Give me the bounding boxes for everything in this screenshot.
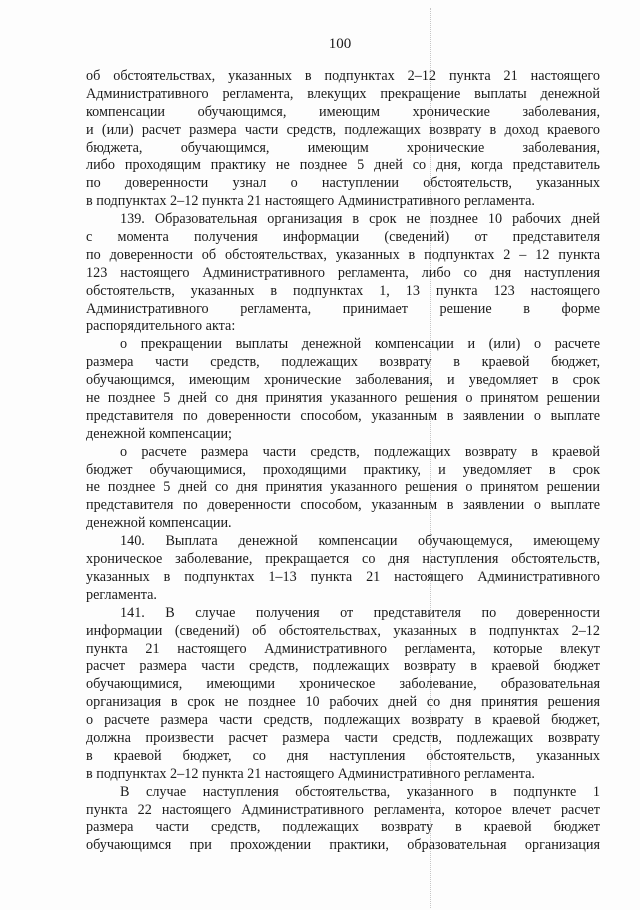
text-line: хроническое заболевание, прекращается со дня наступления обстоятельств,	[86, 551, 600, 568]
text-line: расчет размера части средств, подлежащих возврату в краевой бюджет	[86, 658, 600, 675]
page-number: 100	[328, 36, 352, 52]
text-line: не позднее 5 дней со дня принятия указанного решения о принятом решении	[86, 479, 600, 496]
text-line: бюджет обучающимися, проходящими практику, и уведомляет в срок	[86, 461, 600, 478]
text-line: 141. В случае получения от представителя по доверенности	[120, 604, 600, 621]
text-line: с момента получения информации (сведений) от представителя	[86, 229, 600, 246]
text-line: В случае наступления обстоятельства, указанного в подпункте 1	[120, 783, 600, 800]
text-line: в подпунктах 2–12 пункта 21 настоящего Административного регламента.	[86, 193, 535, 210]
text-line: должна произвести расчет размера части средств, подлежащих возврату	[86, 729, 600, 746]
text-line: компенсации обучающимся, имеющим хронические заболевания,	[86, 103, 600, 120]
text-line: бюджета, обучающимся, имеющим хронические заболевания,	[86, 139, 600, 156]
text-line: денежной компенсации;	[86, 425, 232, 442]
text-line: о прекращении выплаты денежной компенсации и (или) о расчете	[120, 336, 600, 353]
text-line: пункта 22 настоящего Административного регламента, которое влечет расчет	[86, 801, 600, 818]
text-line: обучающимся при прохождении практики, образовательная организация	[86, 837, 600, 854]
text-line: организация в срок не позднее 10 рабочих дней со дня принятия решения	[86, 694, 600, 711]
text-line: регламента.	[86, 586, 157, 603]
text-line: не позднее 5 дней со дня принятия указанного решения о принятом решении	[86, 390, 600, 407]
body-text	[86, 68, 600, 855]
text-line: и (или) расчет размера части средств, подлежащих возврату в доход краевого	[86, 121, 600, 138]
text-line: обстоятельств, указанных в подпунктах 1, 13 пункта 123 настоящего	[86, 282, 600, 299]
text-line: в подпунктах 2–12 пункта 21 настоящего Административного регламента.	[86, 765, 535, 782]
text-line: по доверенности узнал о наступлении обстоятельств, указанных	[86, 175, 600, 192]
text-line: Административного регламента, влекущих прекращение выплаты денежной	[86, 85, 600, 102]
text-line: размера части средств, подлежащих возврату в краевой бюджет	[86, 819, 600, 836]
text-line: о расчете размера части средств, подлежащих возврату в краевой	[120, 443, 600, 460]
text-line: денежной компенсации.	[86, 515, 232, 532]
text-line: по доверенности об обстоятельствах, указанных в подпунктах 2 – 12 пункта	[86, 246, 600, 263]
text-line: в краевой бюджет, со дня наступления обстоятельств, указанных	[86, 747, 600, 764]
text-line: обучающимися, имеющими хроническое заболевание, образовательная	[86, 676, 600, 693]
text-line: об обстоятельствах, указанных в подпунктах 2–12 пункта 21 настоящего	[86, 68, 600, 84]
text-line: информации (сведений) об обстоятельствах, указанных в подпунктах 2–12	[86, 622, 600, 639]
text-line: представителя по доверенности способом, указанным в заявлении о выплате	[86, 497, 600, 514]
text-line: 140. Выплата денежной компенсации обучающемуся, имеющему	[120, 533, 600, 550]
text-line: пункта 21 настоящего Административного регламента, которые влекут	[86, 640, 600, 657]
text-line: представителя по доверенности способом, указанным в заявлении о выплате	[86, 407, 600, 424]
text-line: указанных в подпунктах 1–13 пункта 21 настоящего Административного	[86, 568, 600, 585]
text-line: Административного регламента, принимает решение в форме	[86, 300, 600, 317]
text-line: либо проходящим практику не позднее 5 дней со дня, когда представитель	[86, 157, 600, 174]
text-line: 123 настоящего Административного регламента, либо со дня наступления	[86, 264, 600, 281]
text-line: распорядительного акта:	[86, 318, 236, 335]
text-line: обучающимся, имеющим хронические заболевания, и уведомляет в срок	[86, 372, 600, 389]
text-line: о расчете размера части средств, подлежащих возврату в краевой бюджет,	[86, 712, 600, 729]
text-line: размера части средств, подлежащих возврату в краевой бюджет,	[86, 354, 600, 371]
text-line: 139. Образовательная организация в срок не позднее 10 рабочих дней	[120, 211, 600, 228]
